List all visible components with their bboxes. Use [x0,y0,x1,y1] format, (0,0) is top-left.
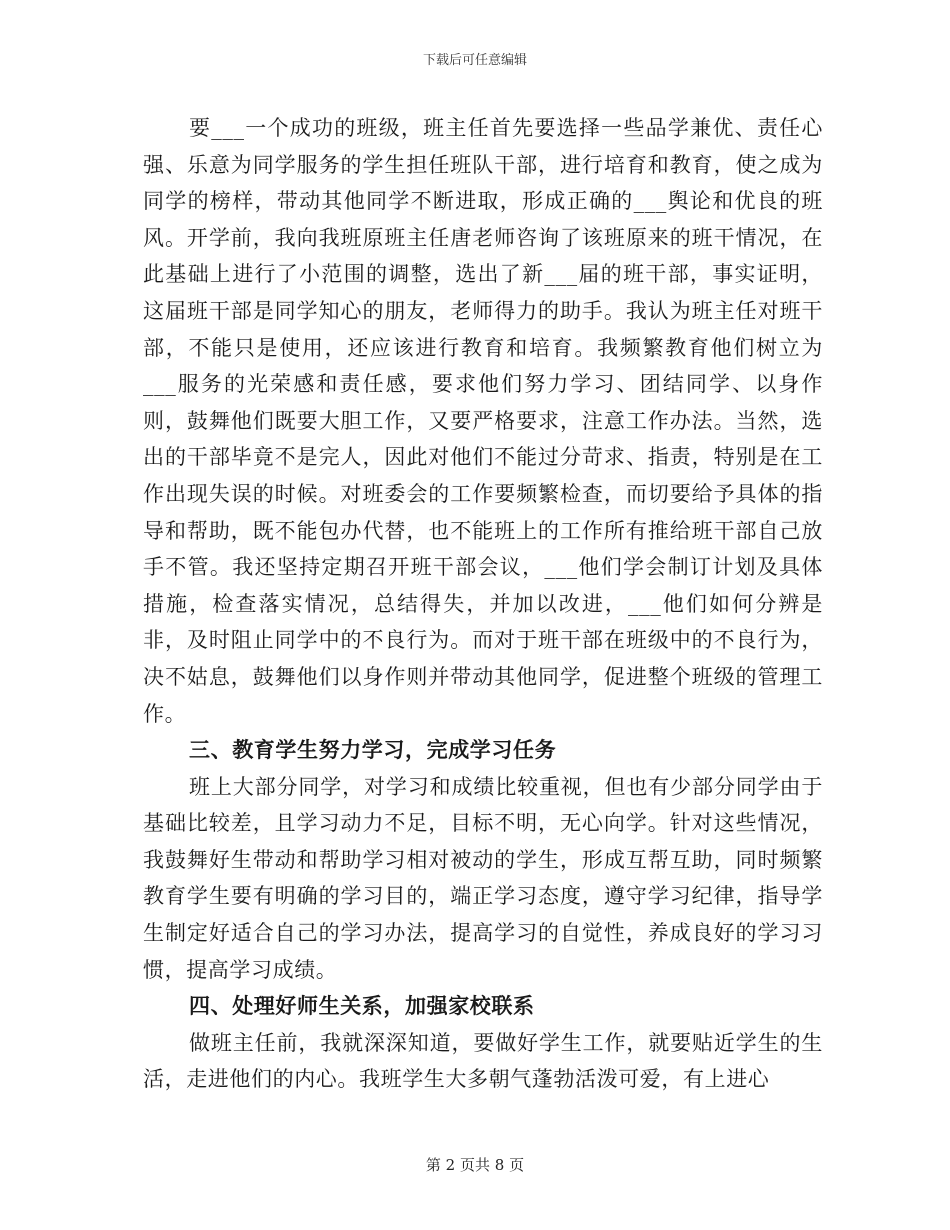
section-heading-3: 三、教育学生努力学习，完成学习任务 [189,737,557,763]
document-body [143,110,823,1098]
paragraph-class-cadres: 要___一个成功的班级，班主任首先要选择一些品学兼优、责任心强、乐意为同学服务的学生担任班队干部，进行培育和教育，使之成为同学的榜样，带动其他同学不断进取，形成正确的___舆论和优良的班风。开学前，我向我班原班主任唐老师咨询了该班原来的班干情况，在此基础上进行了小范围的调整，选出了新___届的班干部，事实证明，这届班干部是同学知心的朋友，老师得力的助手。我认为班主任对班干部，不能只是使用，还应该进行教育和培育。我频繁教育他们树立为___服务的光荣感和责任感，要求他们努力学习、团结同学、以身作则，鼓舞他们既要大胆工作，又要严格要求，注意工作办法。当然，选出的干部毕竟不是完人，因此对他们不能过分苛求、指责，特别是在工作出现失误的时候。对班委会的工作要频繁检查，而切要给予具体的指导和帮助，既不能包办代替，也不能班上的工作所有推给班干部自己放手不管。我还坚持定期召开班干部会议，___他们学会制订计划及具体措施，检查落实情况，总结得失，并加以改进，___他们如何分辨是非，及时阻止同学中的不良行为。而对于班干部在班级中的不良行为，决不姑息，鼓舞他们以身作则并带动其他同学，促进整个班级的管理工作。 [143,116,823,726]
section-heading-4: 四、处理好师生关系，加强家校联系 [189,993,535,1019]
paragraph-teacher-student: 做班主任前，我就深深知道，要做好学生工作，就要贴近学生的生活，走进他们的内心。我班学生大多朝气蓬勃活泼可爱，有上进心 [143,1030,823,1092]
page-footer: 第 2 页共 8 页 [425,1156,525,1174]
page-header: 下载后可任意编辑 [422,53,527,68]
paragraph-study-tasks: 班上大部分同学，对学习和成绩比较重视，但也有少部分同学由于基础比较差，且学习动力不足，目标不明，无心向学。针对这些情况，我鼓舞好生带动和帮助学习相对被动的学生，形成互帮互助，同时频繁教育学生要有明确的学习目的，端正学习态度，遵守学习纪律，指导学生制定好适合自己的学习办法，提高学习的自觉性，养成良好的学习习惯，提高学习成绩。 [143,774,823,982]
